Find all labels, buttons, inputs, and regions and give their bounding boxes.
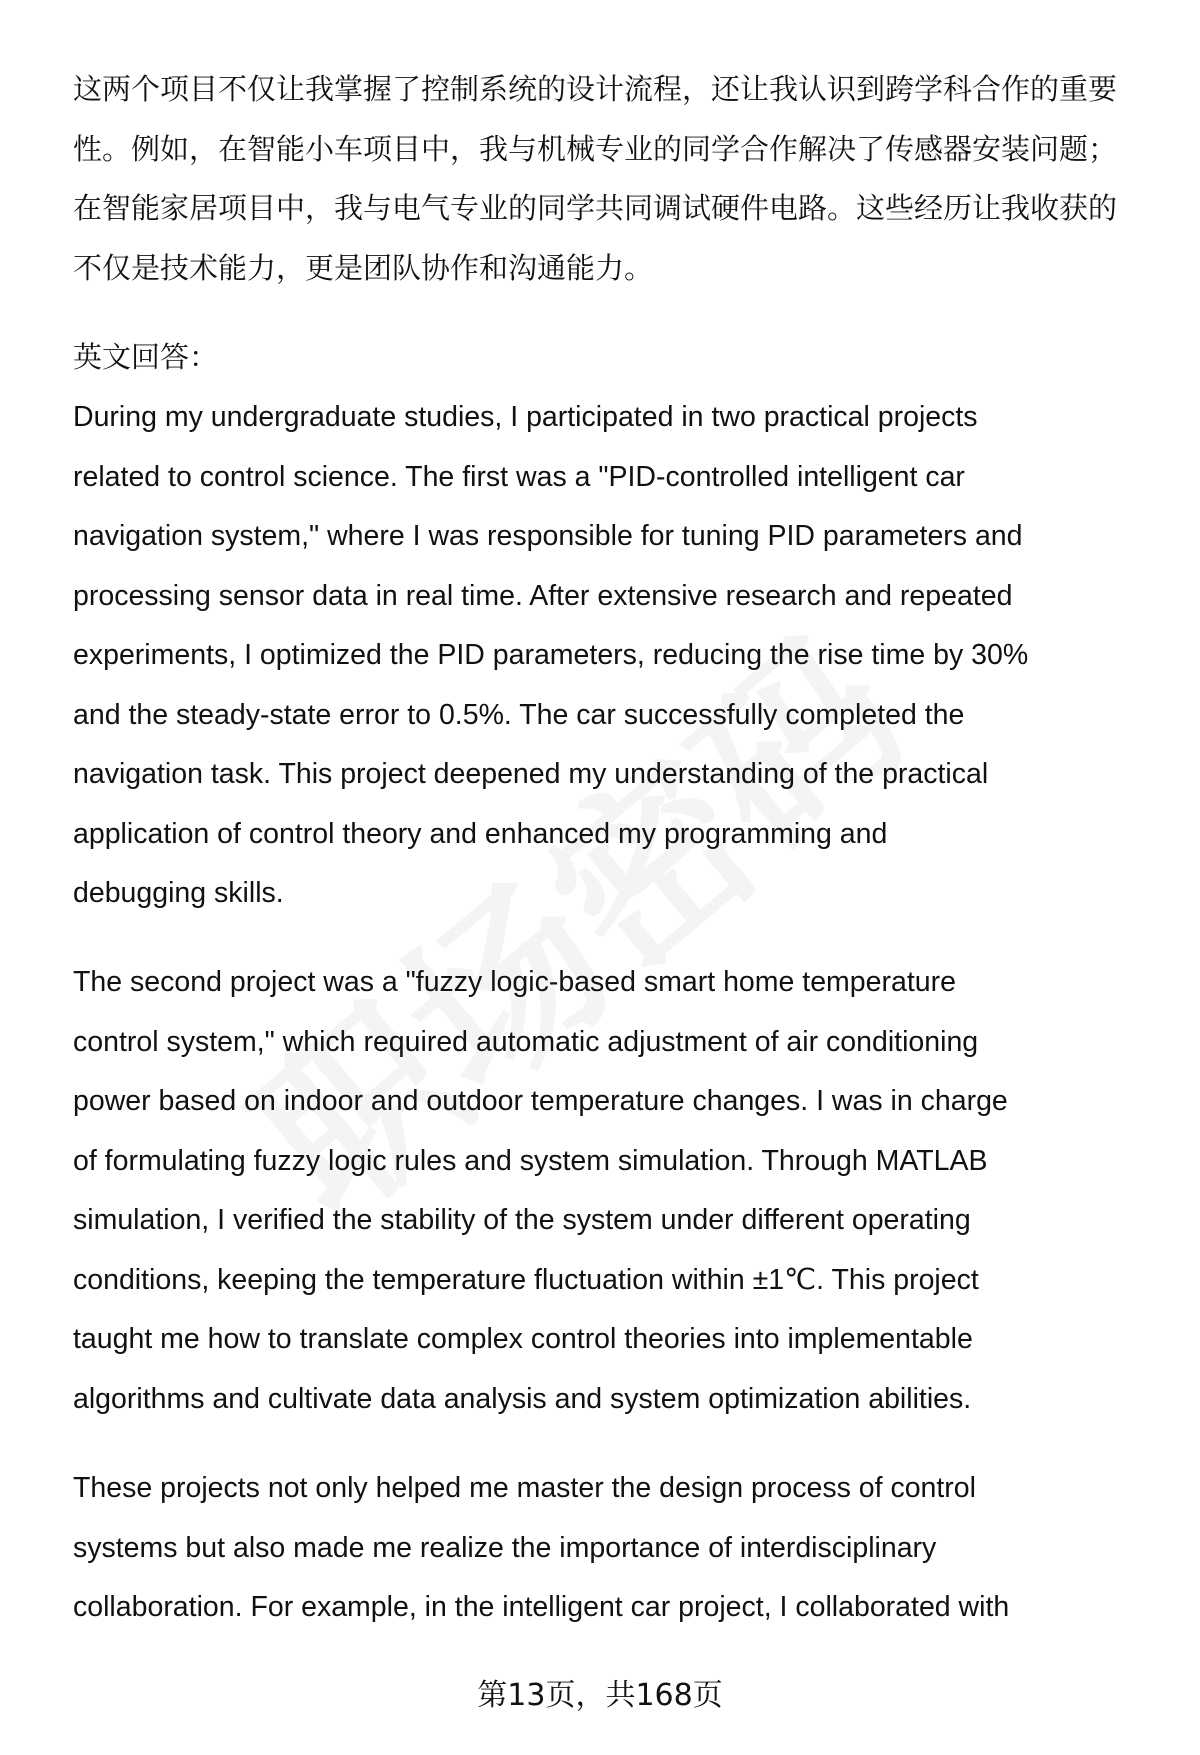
paragraph-1-line: navigation task. This project deepened my understanding of the practical [73, 758, 989, 790]
paragraph-2-line: taught me how to translate complex control theories into implementable [73, 1323, 973, 1355]
paragraph-1-line: and the steady-state error to 0.5%. The car successfully completed the [73, 698, 965, 731]
paragraph-2-line: control system," which required automatic adjustment of air conditioning [73, 1025, 979, 1058]
chinese-paragraph-line: 不仅是技术能力，更是团队协作和沟通能力。 [73, 250, 654, 285]
paragraph-2-line: conditions, keeping the temperature fluctuation within ±1℃. This project [73, 1263, 979, 1296]
paragraph-2-line: simulation, I verified the stability of the system under different operating [73, 1204, 971, 1236]
paragraph-2-line: power based on indoor and outdoor temperature changes. I was in charge [73, 1085, 1008, 1117]
paragraph-1-line: related to control science. The first was a "PID-controlled intelligent car [73, 460, 965, 493]
chinese-paragraph-line: 性。例如，在智能小车项目中，我与机械专业的同学合作解决了传感器安装问题； [73, 131, 1118, 166]
paragraph-1-line: navigation system," where I was responsible for tuning PID parameters and [73, 520, 1023, 552]
chinese-paragraph-line: 在智能家居项目中，我与电气专业的同学共同调试硬件电路。这些经历让我收获的 [73, 191, 1118, 225]
paragraph-1-line: experiments, I optimized the PID parameters, reducing the rise time by 30% [73, 639, 1029, 671]
page-footer: 第13页，共168页 [477, 1678, 723, 1713]
paragraph-1-line: debugging skills. [73, 877, 284, 909]
paragraph-1-line: application of control theory and enhanced my programming and [73, 817, 888, 850]
paragraph-1-line: During my undergraduate studies, I participated in two practical projects [73, 401, 978, 433]
paragraph-3-line: systems but also made me realize the importance of interdisciplinary [73, 1531, 937, 1564]
paragraph-2-line: algorithms and cultivate data analysis and system optimization abilities. [73, 1382, 972, 1415]
paragraph-2-line: The second project was a "fuzzy logic-based smart home temperature [73, 966, 956, 998]
paragraph-3-line: These projects not only helped me master the design process of control [73, 1472, 976, 1504]
section-heading: 英文回答： [73, 340, 219, 374]
paragraph-3-line: collaboration. For example, in the intelligent car project, I collaborated with [73, 1591, 1010, 1623]
paragraph-1-line: processing sensor data in real time. After extensive research and repeated [73, 579, 1013, 612]
chinese-paragraph-line: 这两个项目不仅让我掌握了控制系统的设计流程，还让我认识到跨学科合作的重要 [73, 72, 1118, 106]
paragraph-2-line: of formulating fuzzy logic rules and system simulation. Through MATLAB [73, 1144, 988, 1177]
